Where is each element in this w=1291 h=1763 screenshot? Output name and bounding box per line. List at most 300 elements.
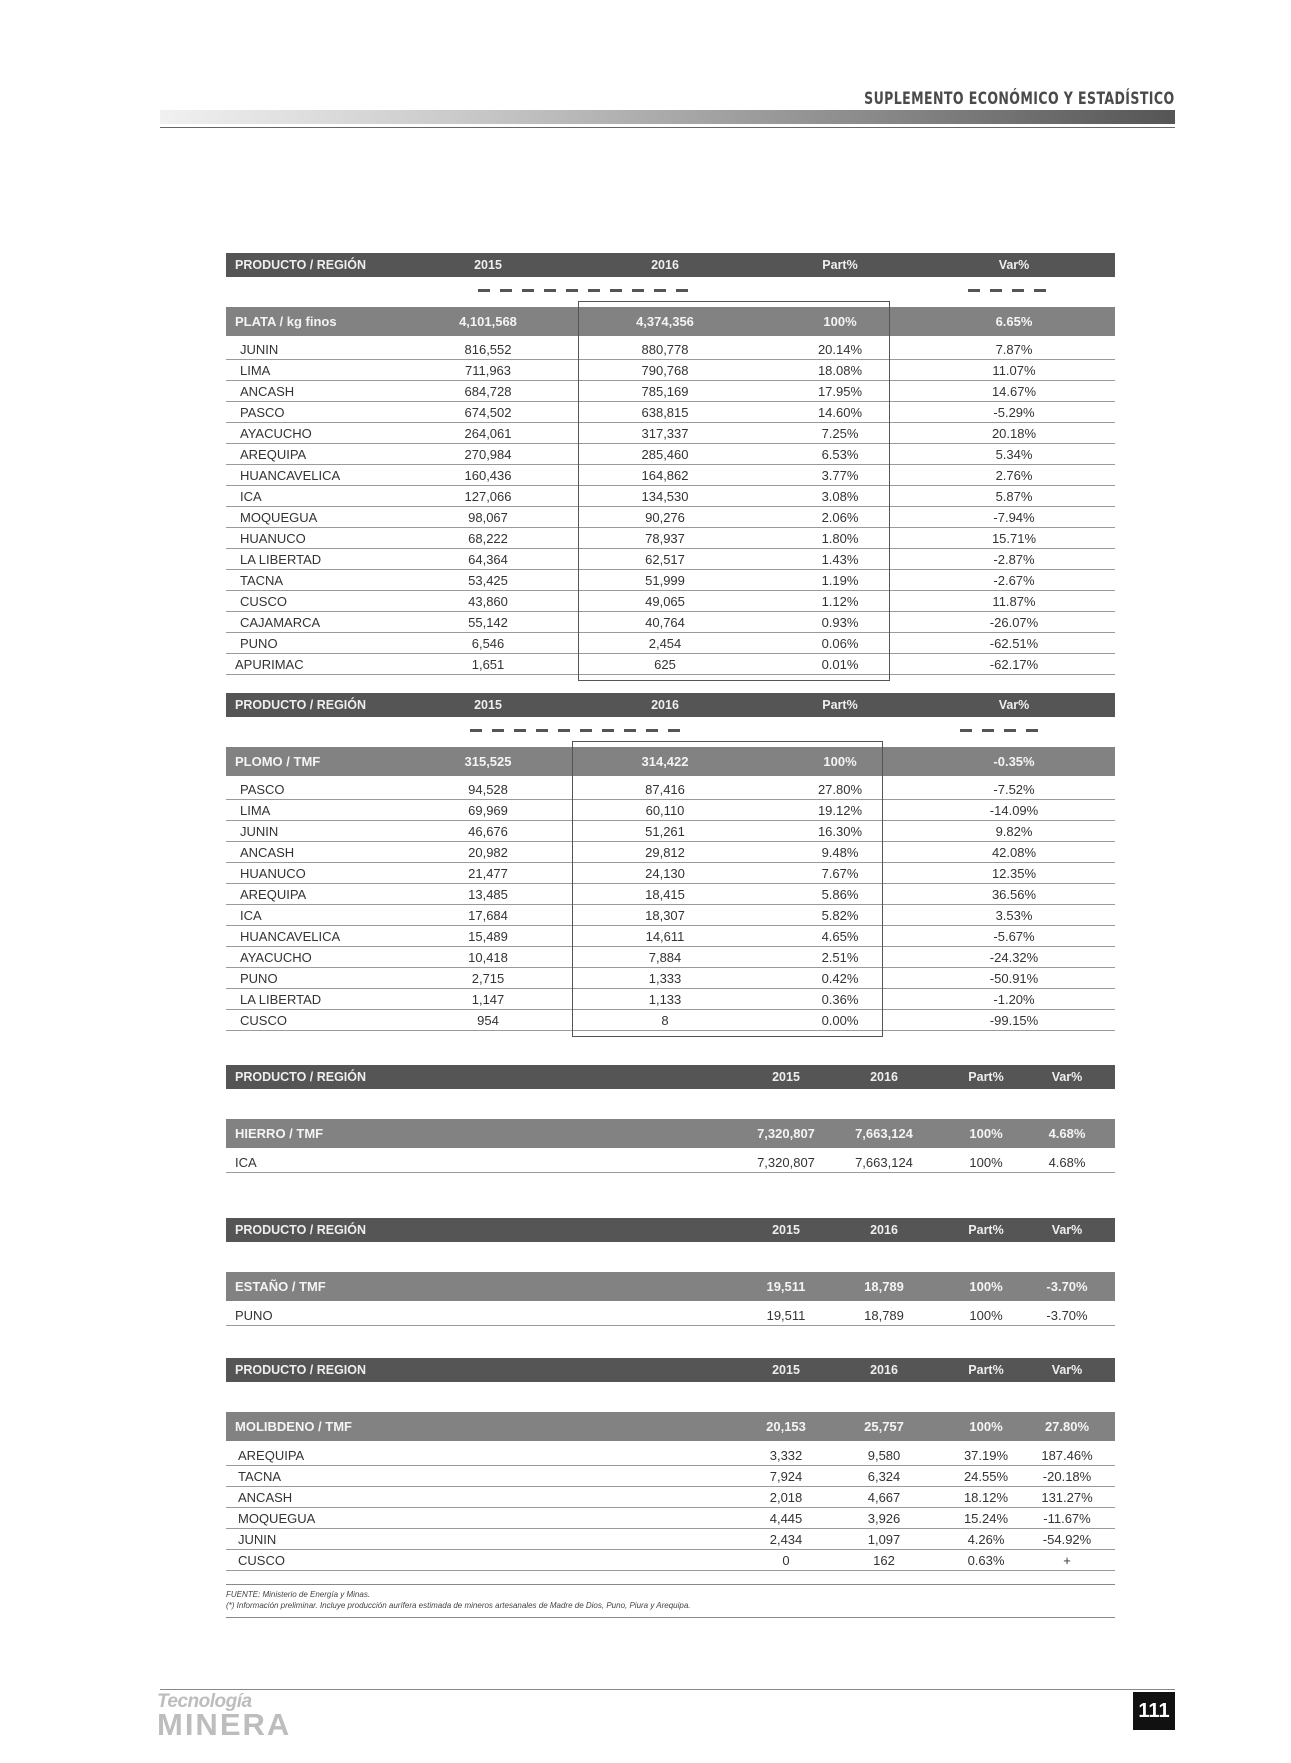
region-name: PUNO bbox=[235, 1307, 273, 1323]
region-name: AREQUIPA bbox=[240, 446, 307, 462]
value-2015: 711,963 bbox=[464, 362, 512, 378]
header-2015: 2015 bbox=[772, 1363, 800, 1377]
participation: 20.14% bbox=[817, 341, 863, 357]
region-name: AYACUCHO bbox=[240, 425, 312, 441]
variation: 3.53% bbox=[995, 907, 1033, 923]
table-row bbox=[226, 884, 1115, 905]
header-label: PRODUCTO / REGIÓN bbox=[235, 1070, 367, 1084]
plata-table bbox=[226, 253, 1115, 675]
page-number: 111 bbox=[1133, 1692, 1175, 1730]
variation: -3.70% bbox=[1046, 1307, 1088, 1323]
participation: 14.60% bbox=[817, 404, 863, 420]
participation: 3.08% bbox=[821, 488, 859, 504]
region-name: LA LIBERTAD bbox=[240, 551, 322, 567]
variation: 5.34% bbox=[995, 446, 1033, 462]
total-2016: 4,374,356 bbox=[636, 314, 694, 329]
variation: -24.32% bbox=[989, 949, 1039, 965]
variation: 12.35% bbox=[991, 865, 1037, 881]
participation: 4.26% bbox=[967, 1531, 1005, 1547]
table-row bbox=[226, 779, 1115, 800]
product-total-row bbox=[226, 307, 1115, 336]
value-2016: 3,926 bbox=[867, 1510, 901, 1526]
value-2015: 954 bbox=[477, 1012, 499, 1028]
product-total-row bbox=[226, 1412, 1115, 1441]
region-name: PUNO bbox=[240, 970, 278, 986]
variation: 36.56% bbox=[991, 886, 1037, 902]
value-2016: 60,110 bbox=[645, 802, 685, 818]
participation: 0.42% bbox=[821, 970, 859, 986]
table-header bbox=[226, 1065, 1115, 1089]
participation: 17.95% bbox=[817, 383, 863, 399]
participation: 5.82% bbox=[821, 907, 859, 923]
variation: -2.67% bbox=[993, 572, 1035, 588]
total-var: -0.35% bbox=[993, 754, 1035, 769]
table-row bbox=[226, 1305, 1115, 1326]
table-row bbox=[226, 989, 1115, 1010]
value-2015: 94,528 bbox=[468, 781, 508, 797]
value-2016: 40,764 bbox=[645, 614, 685, 630]
value-2015: 21,477 bbox=[468, 865, 508, 881]
header-label: PRODUCTO / REGION bbox=[235, 1363, 367, 1377]
table-header bbox=[226, 693, 1115, 717]
region-name: HUANUCO bbox=[240, 865, 306, 881]
variation: 11.07% bbox=[992, 362, 1036, 378]
value-2015: 68,222 bbox=[468, 530, 508, 546]
variation: 20.18% bbox=[991, 425, 1037, 441]
table-row bbox=[226, 339, 1115, 360]
participation: 7.67% bbox=[821, 865, 859, 881]
product-label: PLATA / kg finos bbox=[235, 314, 337, 329]
value-2015: 98,067 bbox=[468, 509, 508, 525]
header-var: Var% bbox=[998, 258, 1030, 272]
header-label: PRODUCTO / REGIÓN bbox=[235, 258, 367, 272]
variation: 42.08% bbox=[991, 844, 1037, 860]
value-2016: 1,097 bbox=[867, 1531, 901, 1547]
variation: 131.27% bbox=[1041, 1489, 1093, 1505]
header-part: Part% bbox=[968, 1070, 1004, 1084]
value-2015: 3,332 bbox=[769, 1447, 803, 1463]
header-var: Var% bbox=[1051, 1363, 1083, 1377]
dashed-rule bbox=[968, 289, 1048, 292]
value-2016: 625 bbox=[654, 656, 676, 672]
variation: -5.67% bbox=[993, 928, 1035, 944]
region-name: ICA bbox=[235, 1154, 257, 1170]
plomo-table bbox=[226, 693, 1115, 1031]
participation: 100% bbox=[969, 1154, 1003, 1170]
region-name: JUNIN bbox=[238, 1531, 277, 1547]
molibdeno-table bbox=[226, 1358, 1115, 1571]
table-row bbox=[226, 947, 1115, 968]
region-name: AREQUIPA bbox=[238, 1447, 305, 1463]
region-name: ANCASH bbox=[238, 1489, 293, 1505]
variation: 7.87% bbox=[995, 341, 1033, 357]
total-part: 100% bbox=[823, 754, 857, 769]
supplement-title: SUPLEMENTO ECONÓMICO Y ESTADÍSTICO bbox=[864, 89, 1175, 109]
value-2015: 46,676 bbox=[468, 823, 508, 839]
value-2016: 1,333 bbox=[648, 970, 682, 986]
value-2016: 18,789 bbox=[864, 1307, 904, 1323]
header-2015: 2015 bbox=[772, 1070, 800, 1084]
spacer bbox=[226, 277, 1115, 307]
header-label: PRODUCTO / REGIÓN bbox=[235, 1223, 367, 1237]
region-name: AREQUIPA bbox=[240, 886, 307, 902]
value-2016: 24,130 bbox=[645, 865, 685, 881]
variation: -1.20% bbox=[993, 991, 1035, 1007]
table-row bbox=[226, 444, 1115, 465]
total-2016: 25,757 bbox=[864, 1419, 904, 1434]
value-2015: 160,436 bbox=[464, 467, 512, 483]
participation: 9.48% bbox=[821, 844, 859, 860]
region-name: ICA bbox=[240, 488, 262, 504]
value-2015: 17,684 bbox=[468, 907, 508, 923]
header-2016: 2016 bbox=[870, 1363, 898, 1377]
participation: 0.63% bbox=[967, 1552, 1005, 1568]
region-name: MOQUEGUA bbox=[240, 509, 318, 525]
value-2015: 19,511 bbox=[766, 1307, 806, 1323]
table-row bbox=[226, 821, 1115, 842]
variation: -99.15% bbox=[989, 1012, 1039, 1028]
total-2015: 20,153 bbox=[766, 1419, 806, 1434]
table-row bbox=[226, 1508, 1115, 1529]
value-2015: 53,425 bbox=[468, 572, 508, 588]
region-name: LA LIBERTAD bbox=[240, 991, 322, 1007]
header-label: PRODUCTO / REGIÓN bbox=[235, 698, 367, 712]
total-part: 100% bbox=[823, 314, 857, 329]
total-part: 100% bbox=[969, 1419, 1003, 1434]
header-gradient-bar bbox=[160, 110, 1175, 124]
participation: 1.12% bbox=[821, 593, 859, 609]
table-row bbox=[226, 528, 1115, 549]
table-row bbox=[226, 1529, 1115, 1550]
product-total-row bbox=[226, 747, 1115, 776]
total-part: 100% bbox=[969, 1279, 1003, 1294]
value-2016: 90,276 bbox=[645, 509, 685, 525]
table-row bbox=[226, 549, 1115, 570]
total-var: 4.68% bbox=[1048, 1126, 1086, 1141]
variation: 4.68% bbox=[1048, 1154, 1086, 1170]
value-2015: 10,418 bbox=[468, 949, 508, 965]
value-2016: 1,133 bbox=[648, 991, 682, 1007]
table-row bbox=[226, 926, 1115, 947]
total-2015: 4,101,568 bbox=[459, 314, 517, 329]
total-part: 100% bbox=[969, 1126, 1003, 1141]
value-2015: 7,320,807 bbox=[757, 1154, 815, 1170]
table-row bbox=[226, 800, 1115, 821]
total-var: 6.65% bbox=[995, 314, 1033, 329]
participation: 27.80% bbox=[817, 781, 863, 797]
table-header bbox=[226, 1218, 1115, 1242]
participation: 0.01% bbox=[821, 656, 859, 672]
value-2016: 6,324 bbox=[867, 1468, 901, 1484]
region-name: CUSCO bbox=[240, 593, 287, 609]
region-name: APURIMAC bbox=[235, 656, 304, 672]
value-2016: 785,169 bbox=[641, 383, 689, 399]
header-2016: 2016 bbox=[870, 1223, 898, 1237]
participation: 7.25% bbox=[821, 425, 859, 441]
variation: -14.09% bbox=[989, 802, 1039, 818]
region-name: TACNA bbox=[238, 1468, 282, 1484]
value-2015: 2,018 bbox=[769, 1489, 803, 1505]
variation: -20.18% bbox=[1042, 1468, 1092, 1484]
header-var: Var% bbox=[1051, 1223, 1083, 1237]
value-2016: 87,416 bbox=[645, 781, 685, 797]
value-2015: 1,147 bbox=[471, 991, 505, 1007]
value-2016: 638,815 bbox=[641, 404, 689, 420]
product-total-row bbox=[226, 1272, 1115, 1301]
table-row bbox=[226, 1152, 1115, 1173]
value-2016: 7,663,124 bbox=[855, 1154, 913, 1170]
table-header bbox=[226, 1358, 1115, 1382]
header-part: Part% bbox=[968, 1223, 1004, 1237]
table-row bbox=[226, 423, 1115, 444]
product-label: MOLIBDENO / TMF bbox=[235, 1419, 352, 1434]
variation: -50.91% bbox=[989, 970, 1039, 986]
value-2015: 2,715 bbox=[471, 970, 505, 986]
region-name: HUANUCO bbox=[240, 530, 306, 546]
table-row bbox=[226, 381, 1115, 402]
dashed-rule bbox=[960, 729, 1040, 732]
region-name: CAJAMARCA bbox=[240, 614, 321, 630]
table-row bbox=[226, 968, 1115, 989]
value-2016: 7,884 bbox=[648, 949, 682, 965]
source-line: FUENTE: Ministerio de Energía y Minas. bbox=[226, 1590, 371, 1599]
value-2016: 2,454 bbox=[648, 635, 682, 651]
region-name: ANCASH bbox=[240, 844, 295, 860]
value-2015: 816,552 bbox=[464, 341, 512, 357]
total-var: 27.80% bbox=[1044, 1419, 1090, 1434]
product-label: HIERRO / TMF bbox=[235, 1126, 324, 1141]
participation: 2.51% bbox=[821, 949, 859, 965]
value-2015: 127,066 bbox=[464, 488, 512, 504]
value-2016: 51,999 bbox=[645, 572, 685, 588]
region-name: HUANCAVELICA bbox=[240, 467, 341, 483]
footer-rule bbox=[160, 1689, 1175, 1690]
value-2016: 62,517 bbox=[645, 551, 685, 567]
spacer bbox=[226, 1089, 1115, 1119]
table-row bbox=[226, 465, 1115, 486]
product-total-row bbox=[226, 1119, 1115, 1148]
table-row bbox=[226, 654, 1115, 675]
note-line: (*) Información preliminar. Incluye producción aurífera estimada de mineros artesanales de Madre de Dios, Puno, Piura y Arequipa. bbox=[226, 1601, 691, 1610]
spacer bbox=[226, 717, 1115, 747]
header-2015: 2015 bbox=[474, 698, 502, 712]
participation: 0.93% bbox=[821, 614, 859, 630]
estano-table bbox=[226, 1218, 1115, 1326]
hierro-table bbox=[226, 1065, 1115, 1173]
value-2016: 18,415 bbox=[645, 886, 685, 902]
logo-top-text: Tecnología bbox=[157, 1691, 252, 1712]
region-name: PASCO bbox=[240, 404, 285, 420]
table-row bbox=[226, 612, 1115, 633]
value-2016: 14,611 bbox=[645, 928, 685, 944]
logo-bottom-text: MINERA bbox=[157, 1707, 292, 1742]
source-notes bbox=[226, 1584, 1115, 1618]
value-2015: 684,728 bbox=[464, 383, 512, 399]
table-row bbox=[226, 570, 1115, 591]
value-2015: 674,502 bbox=[464, 404, 512, 420]
region-name: ICA bbox=[240, 907, 262, 923]
participation: 18.12% bbox=[963, 1489, 1009, 1505]
spacer bbox=[226, 1382, 1115, 1412]
variation: + bbox=[1063, 1552, 1071, 1568]
variation: -7.52% bbox=[993, 781, 1035, 797]
variation: -5.29% bbox=[993, 404, 1035, 420]
value-2015: 270,984 bbox=[464, 446, 512, 462]
total-2015: 315,525 bbox=[464, 754, 512, 769]
value-2015: 6,546 bbox=[471, 635, 505, 651]
total-2016: 18,789 bbox=[864, 1279, 904, 1294]
dashed-rule bbox=[478, 289, 688, 292]
participation: 0.36% bbox=[821, 991, 859, 1007]
table-row bbox=[226, 360, 1115, 381]
variation: 9.82% bbox=[995, 823, 1033, 839]
region-name: LIMA bbox=[240, 802, 271, 818]
table-row bbox=[226, 1010, 1115, 1031]
variation: 11.87% bbox=[992, 593, 1036, 609]
value-2015: 0 bbox=[782, 1552, 790, 1568]
participation: 16.30% bbox=[817, 823, 863, 839]
value-2016: 880,778 bbox=[641, 341, 689, 357]
header-part: Part% bbox=[822, 698, 858, 712]
variation: 2.76% bbox=[995, 467, 1033, 483]
value-2015: 69,969 bbox=[468, 802, 508, 818]
region-name: HUANCAVELICA bbox=[240, 928, 341, 944]
header-2015: 2015 bbox=[772, 1223, 800, 1237]
value-2016: 49,065 bbox=[645, 593, 685, 609]
table-row bbox=[226, 507, 1115, 528]
value-2016: 9,580 bbox=[867, 1447, 901, 1463]
participation: 19.12% bbox=[817, 802, 863, 818]
value-2015: 7,924 bbox=[769, 1468, 803, 1484]
table-row bbox=[226, 1550, 1115, 1571]
participation: 4.65% bbox=[821, 928, 859, 944]
spacer bbox=[226, 1242, 1115, 1272]
value-2015: 4,445 bbox=[769, 1510, 803, 1526]
header-2016: 2016 bbox=[651, 258, 679, 272]
variation: 14.67% bbox=[991, 383, 1037, 399]
value-2015: 2,434 bbox=[769, 1531, 803, 1547]
header-part: Part% bbox=[822, 258, 858, 272]
total-2015: 7,320,807 bbox=[757, 1126, 815, 1141]
value-2015: 20,982 bbox=[468, 844, 508, 860]
table-row bbox=[226, 1487, 1115, 1508]
participation: 3.77% bbox=[821, 467, 859, 483]
value-2015: 13,485 bbox=[468, 886, 508, 902]
table-header bbox=[226, 253, 1115, 277]
region-name: MOQUEGUA bbox=[238, 1510, 316, 1526]
region-name: PASCO bbox=[240, 781, 285, 797]
header-rule bbox=[160, 127, 1175, 128]
table-row bbox=[226, 1466, 1115, 1487]
value-2015: 55,142 bbox=[468, 614, 508, 630]
value-2015: 15,489 bbox=[468, 928, 508, 944]
table-row bbox=[226, 486, 1115, 507]
header-2016: 2016 bbox=[651, 698, 679, 712]
region-name: CUSCO bbox=[238, 1552, 285, 1568]
variation: -62.17% bbox=[989, 656, 1039, 672]
region-name: JUNIN bbox=[240, 341, 279, 357]
value-2016: 18,307 bbox=[645, 907, 685, 923]
region-name: AYACUCHO bbox=[240, 949, 312, 965]
value-2015: 43,860 bbox=[468, 593, 508, 609]
participation: 2.06% bbox=[821, 509, 859, 525]
table-row bbox=[226, 905, 1115, 926]
participation: 37.19% bbox=[963, 1447, 1009, 1463]
region-name: CUSCO bbox=[240, 1012, 287, 1028]
value-2016: 78,937 bbox=[645, 530, 685, 546]
participation: 1.43% bbox=[821, 551, 859, 567]
region-name: LIMA bbox=[240, 362, 271, 378]
header-2015: 2015 bbox=[474, 258, 502, 272]
variation: 187.46% bbox=[1041, 1447, 1093, 1463]
value-2016: 162 bbox=[873, 1552, 895, 1568]
header-var: Var% bbox=[1051, 1070, 1083, 1084]
value-2016: 4,667 bbox=[867, 1489, 901, 1505]
table-row bbox=[226, 633, 1115, 654]
magazine-logo bbox=[157, 1691, 292, 1742]
table-row bbox=[226, 402, 1115, 423]
participation: 1.80% bbox=[821, 530, 859, 546]
value-2016: 790,768 bbox=[641, 362, 689, 378]
region-name: ANCASH bbox=[240, 383, 295, 399]
total-2016: 7,663,124 bbox=[855, 1126, 913, 1141]
variation: -2.87% bbox=[993, 551, 1035, 567]
variation: -54.92% bbox=[1042, 1531, 1092, 1547]
value-2016: 8 bbox=[661, 1012, 669, 1028]
total-2015: 19,511 bbox=[766, 1279, 806, 1294]
participation: 5.86% bbox=[821, 886, 859, 902]
value-2015: 264,061 bbox=[464, 425, 512, 441]
table-row bbox=[226, 863, 1115, 884]
region-name: PUNO bbox=[240, 635, 278, 651]
value-2016: 29,812 bbox=[645, 844, 685, 860]
participation: 6.53% bbox=[821, 446, 859, 462]
value-2016: 134,530 bbox=[641, 488, 689, 504]
variation: -7.94% bbox=[993, 509, 1035, 525]
participation: 0.00% bbox=[821, 1012, 859, 1028]
header-part: Part% bbox=[968, 1363, 1004, 1377]
value-2016: 51,261 bbox=[645, 823, 685, 839]
region-name: TACNA bbox=[240, 572, 284, 588]
participation: 18.08% bbox=[817, 362, 863, 378]
variation: 15.71% bbox=[991, 530, 1037, 546]
participation: 15.24% bbox=[963, 1510, 1009, 1526]
value-2016: 285,460 bbox=[641, 446, 689, 462]
table-row bbox=[226, 842, 1115, 863]
value-2015: 1,651 bbox=[471, 656, 505, 672]
variation: 5.87% bbox=[995, 488, 1033, 504]
value-2015: 64,364 bbox=[468, 551, 508, 567]
value-2016: 317,337 bbox=[641, 425, 689, 441]
participation: 0.06% bbox=[821, 635, 859, 651]
variation: -62.51% bbox=[989, 635, 1039, 651]
total-2016: 314,422 bbox=[641, 754, 689, 769]
table-row bbox=[226, 1445, 1115, 1466]
value-2016: 164,862 bbox=[641, 467, 689, 483]
product-label: PLOMO / TMF bbox=[235, 754, 321, 769]
participation: 24.55% bbox=[963, 1468, 1009, 1484]
table-row bbox=[226, 591, 1115, 612]
header-var: Var% bbox=[998, 698, 1030, 712]
participation: 100% bbox=[969, 1307, 1003, 1323]
participation: 1.19% bbox=[821, 572, 859, 588]
region-name: JUNIN bbox=[240, 823, 279, 839]
variation: -11.67% bbox=[1043, 1510, 1091, 1526]
header-2016: 2016 bbox=[870, 1070, 898, 1084]
product-label: ESTAÑO / TMF bbox=[235, 1279, 326, 1294]
total-var: -3.70% bbox=[1046, 1279, 1088, 1294]
variation: -26.07% bbox=[989, 614, 1039, 630]
